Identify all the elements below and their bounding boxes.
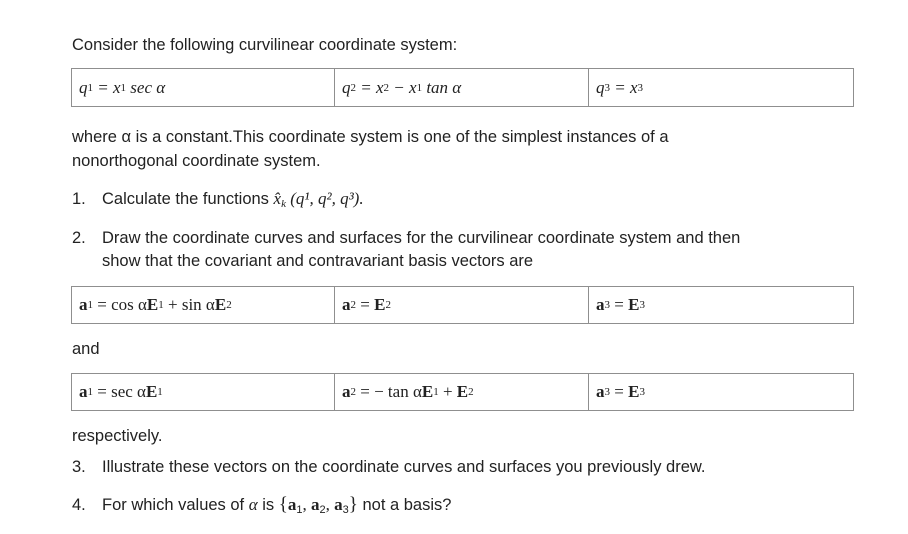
E-vector: E — [421, 382, 434, 401]
E-vector: E — [374, 295, 386, 314]
a-vector: a — [596, 382, 605, 401]
E-vector: E — [146, 295, 159, 314]
equals-sign: = — [610, 295, 629, 314]
item-4-number: 4. — [72, 496, 86, 514]
q2-definition-cell: q 2 = x 2 − x 1 tan α — [334, 69, 588, 106]
subscript: 1 — [296, 504, 303, 516]
x-term: = x — [614, 77, 638, 97]
sec-alpha-term: = sec α — [93, 382, 146, 401]
E-vector: E — [145, 382, 158, 401]
function-arguments: (q¹, q², q³). — [285, 189, 364, 208]
E-vector: E — [214, 295, 227, 314]
q-symbol: q — [342, 77, 351, 97]
a-vector: a — [342, 382, 351, 401]
a3-cell: a 3 = E 3 — [588, 287, 853, 323]
item-2-line-1: Draw the coordinate curves and surfaces for the curvilinear coordinate system and then — [102, 229, 741, 247]
is-word: is — [257, 496, 279, 514]
tan-alpha-term: tan α — [422, 77, 462, 97]
q-symbol: q — [596, 77, 605, 97]
minus-tan-alpha-term: = − tan α — [356, 382, 422, 401]
brace-close: } — [348, 494, 358, 515]
q-symbol: q — [79, 77, 88, 97]
plus-sign: + — [438, 382, 457, 401]
E-vector: E — [628, 295, 640, 314]
item-4-text: For which values of α is {$a_1$, $a_2$, $a_3$} not a basis? — [102, 494, 452, 516]
cos-alpha-term: = cos α — [93, 295, 147, 314]
a-sup1-cell: a 1 = sec α E 1 — [79, 382, 163, 401]
subscript: 3 — [342, 504, 349, 516]
item-1-label: Calculate the functions — [102, 190, 274, 208]
equals-sign: = — [610, 382, 629, 401]
equals-sign: = — [356, 295, 375, 314]
intro-text: Consider the following curvilinear coordinate system: — [72, 36, 458, 54]
E-vector: E — [456, 382, 469, 401]
subscript: k — [281, 198, 286, 210]
a1-cell: a 1 = cos α E 1 + sin α E 2 — [79, 295, 232, 314]
item-1-text — [102, 188, 364, 210]
x-term: = x — [360, 77, 384, 97]
a-vector: a — [334, 495, 343, 514]
and-text: and — [72, 340, 100, 358]
item-2-line-2: show that the covariant and contravariant basis vectors are — [102, 252, 534, 270]
item-4-suffix: not a basis? — [357, 496, 452, 514]
a-vector: a — [79, 295, 88, 314]
q1-definition-cell: q 1 = x 1 sec α — [79, 77, 166, 97]
contravariant-basis-table — [71, 373, 854, 411]
a2-cell: a 2 = E 2 — [334, 287, 588, 323]
paragraph-line-1: where α is a constant.This coordinate system is one of the simplest instances of a — [72, 128, 669, 146]
brace-open: { — [278, 494, 288, 515]
x-hat-symbol: x̂ — [273, 189, 282, 208]
item-3-number: 3. — [72, 458, 86, 476]
a-vector: a — [596, 295, 605, 314]
a-sup3-cell: a 3 = E 3 — [588, 374, 853, 410]
E-vector: E — [628, 382, 640, 401]
a-sup2-cell: a 2 = − tan α E 1 + E 2 — [334, 374, 588, 410]
covariant-basis-table — [71, 286, 854, 324]
item-2-number: 2. — [72, 229, 86, 247]
coordinate-definition-table — [71, 68, 854, 107]
sin-alpha-term: + sin α — [163, 295, 215, 314]
subscript: 2 — [319, 504, 326, 516]
a-vector: a — [79, 382, 88, 401]
a-vector: a — [342, 295, 351, 314]
item-3-text: Illustrate these vectors on the coordinate curves and surfaces you previously drew. — [102, 458, 706, 476]
alpha-symbol: α — [248, 495, 258, 514]
sec-alpha-term: sec α — [126, 77, 166, 97]
q3-definition-cell: q 3 = x 3 — [588, 69, 853, 106]
respectively-text: respectively. — [72, 427, 163, 445]
a-vector: a — [287, 495, 297, 514]
item-4-prefix: For which values of — [102, 496, 249, 514]
paragraph-line-2: nonorthogonal coordinate system. — [72, 152, 321, 170]
x-term: = x — [97, 77, 121, 97]
item-1-number: 1. — [72, 190, 86, 208]
a-vector: a — [311, 495, 320, 514]
minus-x-term: − x — [389, 77, 417, 97]
